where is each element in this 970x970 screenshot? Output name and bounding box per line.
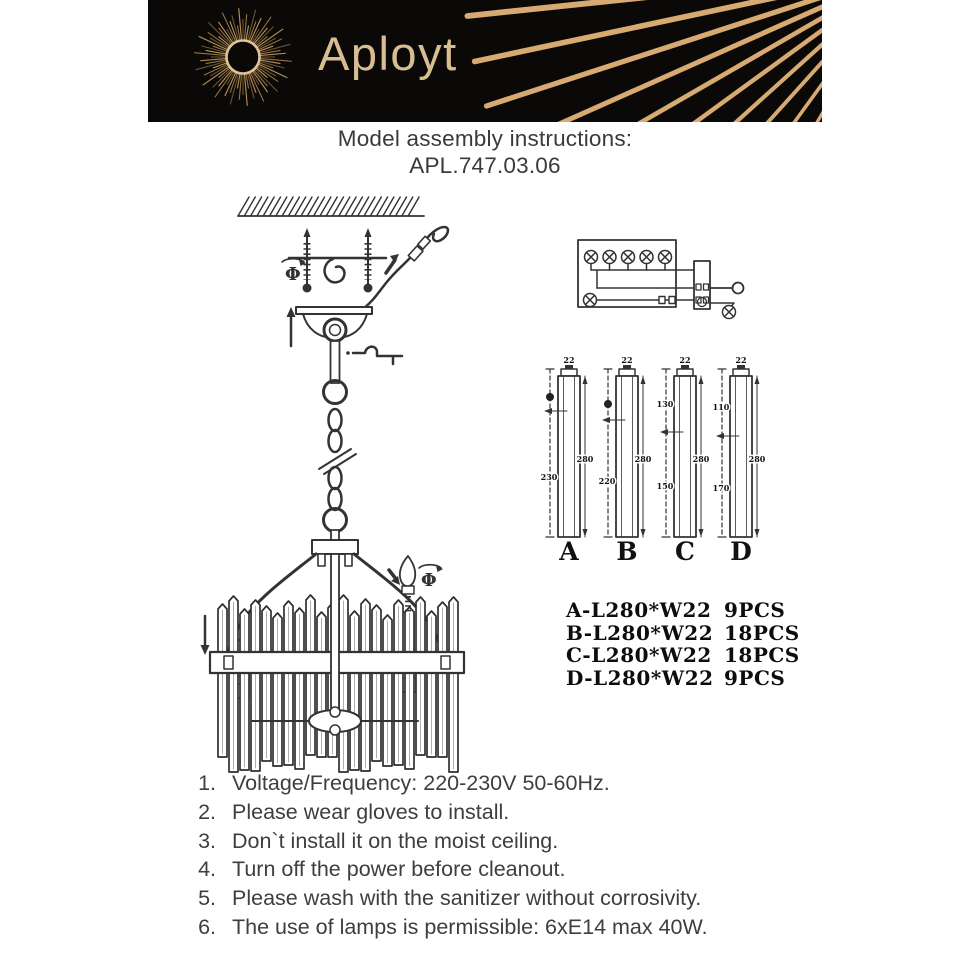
instruction-item [186, 913, 826, 942]
part-code: A-L280*W22 [566, 598, 712, 623]
svg-text:280: 280 [576, 454, 594, 464]
assembly-diagram [148, 190, 822, 800]
instruction-text: Turn off the power before cleanout. [232, 857, 566, 882]
parts-list [566, 599, 800, 689]
header-art [148, 0, 822, 122]
instruction-number: 3. [198, 828, 216, 853]
part-row [566, 644, 800, 667]
svg-text:Φ: Φ [285, 264, 301, 285]
crystal-label: D [730, 537, 752, 566]
ceiling-hatch [238, 197, 424, 216]
anchor-screw-icon [303, 228, 312, 293]
hook-icon [325, 259, 345, 282]
part-row [566, 667, 800, 690]
up-arrow-icon [287, 307, 296, 346]
part-qty: 18PCS [724, 643, 800, 668]
mounting-hardware [282, 228, 386, 293]
part-row [566, 599, 800, 622]
svg-text:150: 150 [656, 481, 674, 491]
rays-decoration-icon [467, 0, 822, 122]
crystal-size-diagrams [541, 355, 766, 566]
instruction-item [186, 855, 826, 884]
instruction-text: Please wear gloves to install. [232, 799, 510, 824]
instruction-item [186, 827, 826, 856]
wire-assembly [360, 227, 448, 311]
svg-text:280: 280 [634, 454, 652, 464]
svg-text:130: 130 [656, 399, 674, 409]
page-title: Model assembly instructions: [337, 126, 633, 151]
crystal-label: A [559, 537, 579, 566]
rotate-phi-symbol [282, 259, 306, 285]
svg-text:220: 220 [598, 476, 616, 486]
instruction-number: 6. [198, 914, 216, 939]
instruction-item [186, 798, 826, 827]
header-banner [148, 0, 822, 122]
instruction-item [186, 769, 826, 798]
part-qty: 9PCS [724, 665, 786, 690]
svg-text:22: 22 [679, 355, 691, 365]
rotate-phi-symbol [419, 565, 443, 591]
wrench-tool-icon [346, 347, 402, 364]
crystal-B-drawing [599, 355, 652, 566]
model-number: APL.747.03.06 [409, 152, 561, 178]
instruction-item [186, 884, 826, 913]
svg-text:280: 280 [748, 454, 766, 464]
part-code: D-L280*W22 [566, 665, 714, 690]
crystal-label: C [675, 537, 695, 566]
part-code: C-L280*W22 [566, 643, 712, 668]
svg-text:170: 170 [712, 483, 730, 493]
instruction-text: Voltage/Frequency: 220-230V 50-60Hz. [232, 771, 610, 795]
instruction-number: 2. [198, 799, 216, 824]
instruction-text: Don`t install it on the moist ceiling. [232, 828, 559, 853]
svg-text:Φ: Φ [421, 570, 437, 591]
svg-text:22: 22 [563, 355, 575, 365]
svg-text:110: 110 [712, 402, 730, 412]
crystal-C-drawing [657, 355, 710, 566]
instruction-number: 4. [198, 857, 216, 882]
sunburst-logo-icon [194, 8, 292, 106]
instruction-number: 5. [198, 886, 216, 911]
part-row [566, 622, 800, 645]
crystal-A-drawing [541, 355, 594, 566]
crystal-label: B [616, 537, 638, 566]
svg-text:22: 22 [735, 355, 747, 365]
part-qty: 9PCS [724, 598, 786, 623]
instruction-text: The use of lamps is permissible: 6xE14 max 40W. [232, 914, 708, 939]
chain-break-mark [319, 449, 356, 474]
svg-text:230: 230 [540, 472, 558, 482]
part-qty: 18PCS [724, 620, 800, 645]
instruction-number: 1. [198, 771, 216, 795]
wiring-schematic [578, 240, 744, 319]
brand-logo-text: Aployt [318, 27, 458, 80]
title-block [148, 126, 822, 179]
svg-text:22: 22 [621, 355, 633, 365]
svg-text:280: 280 [692, 454, 710, 464]
instruction-text: Please wash with the sanitizer without corrosivity. [232, 886, 702, 911]
chain-assembly [312, 381, 358, 569]
anchor-screw-icon [364, 228, 373, 293]
part-code: B-L280*W22 [566, 620, 714, 645]
instructions-list [186, 769, 826, 942]
down-arrow-icon [201, 616, 210, 655]
ceiling-canopy [287, 307, 403, 383]
crystal-D-drawing [713, 355, 766, 566]
